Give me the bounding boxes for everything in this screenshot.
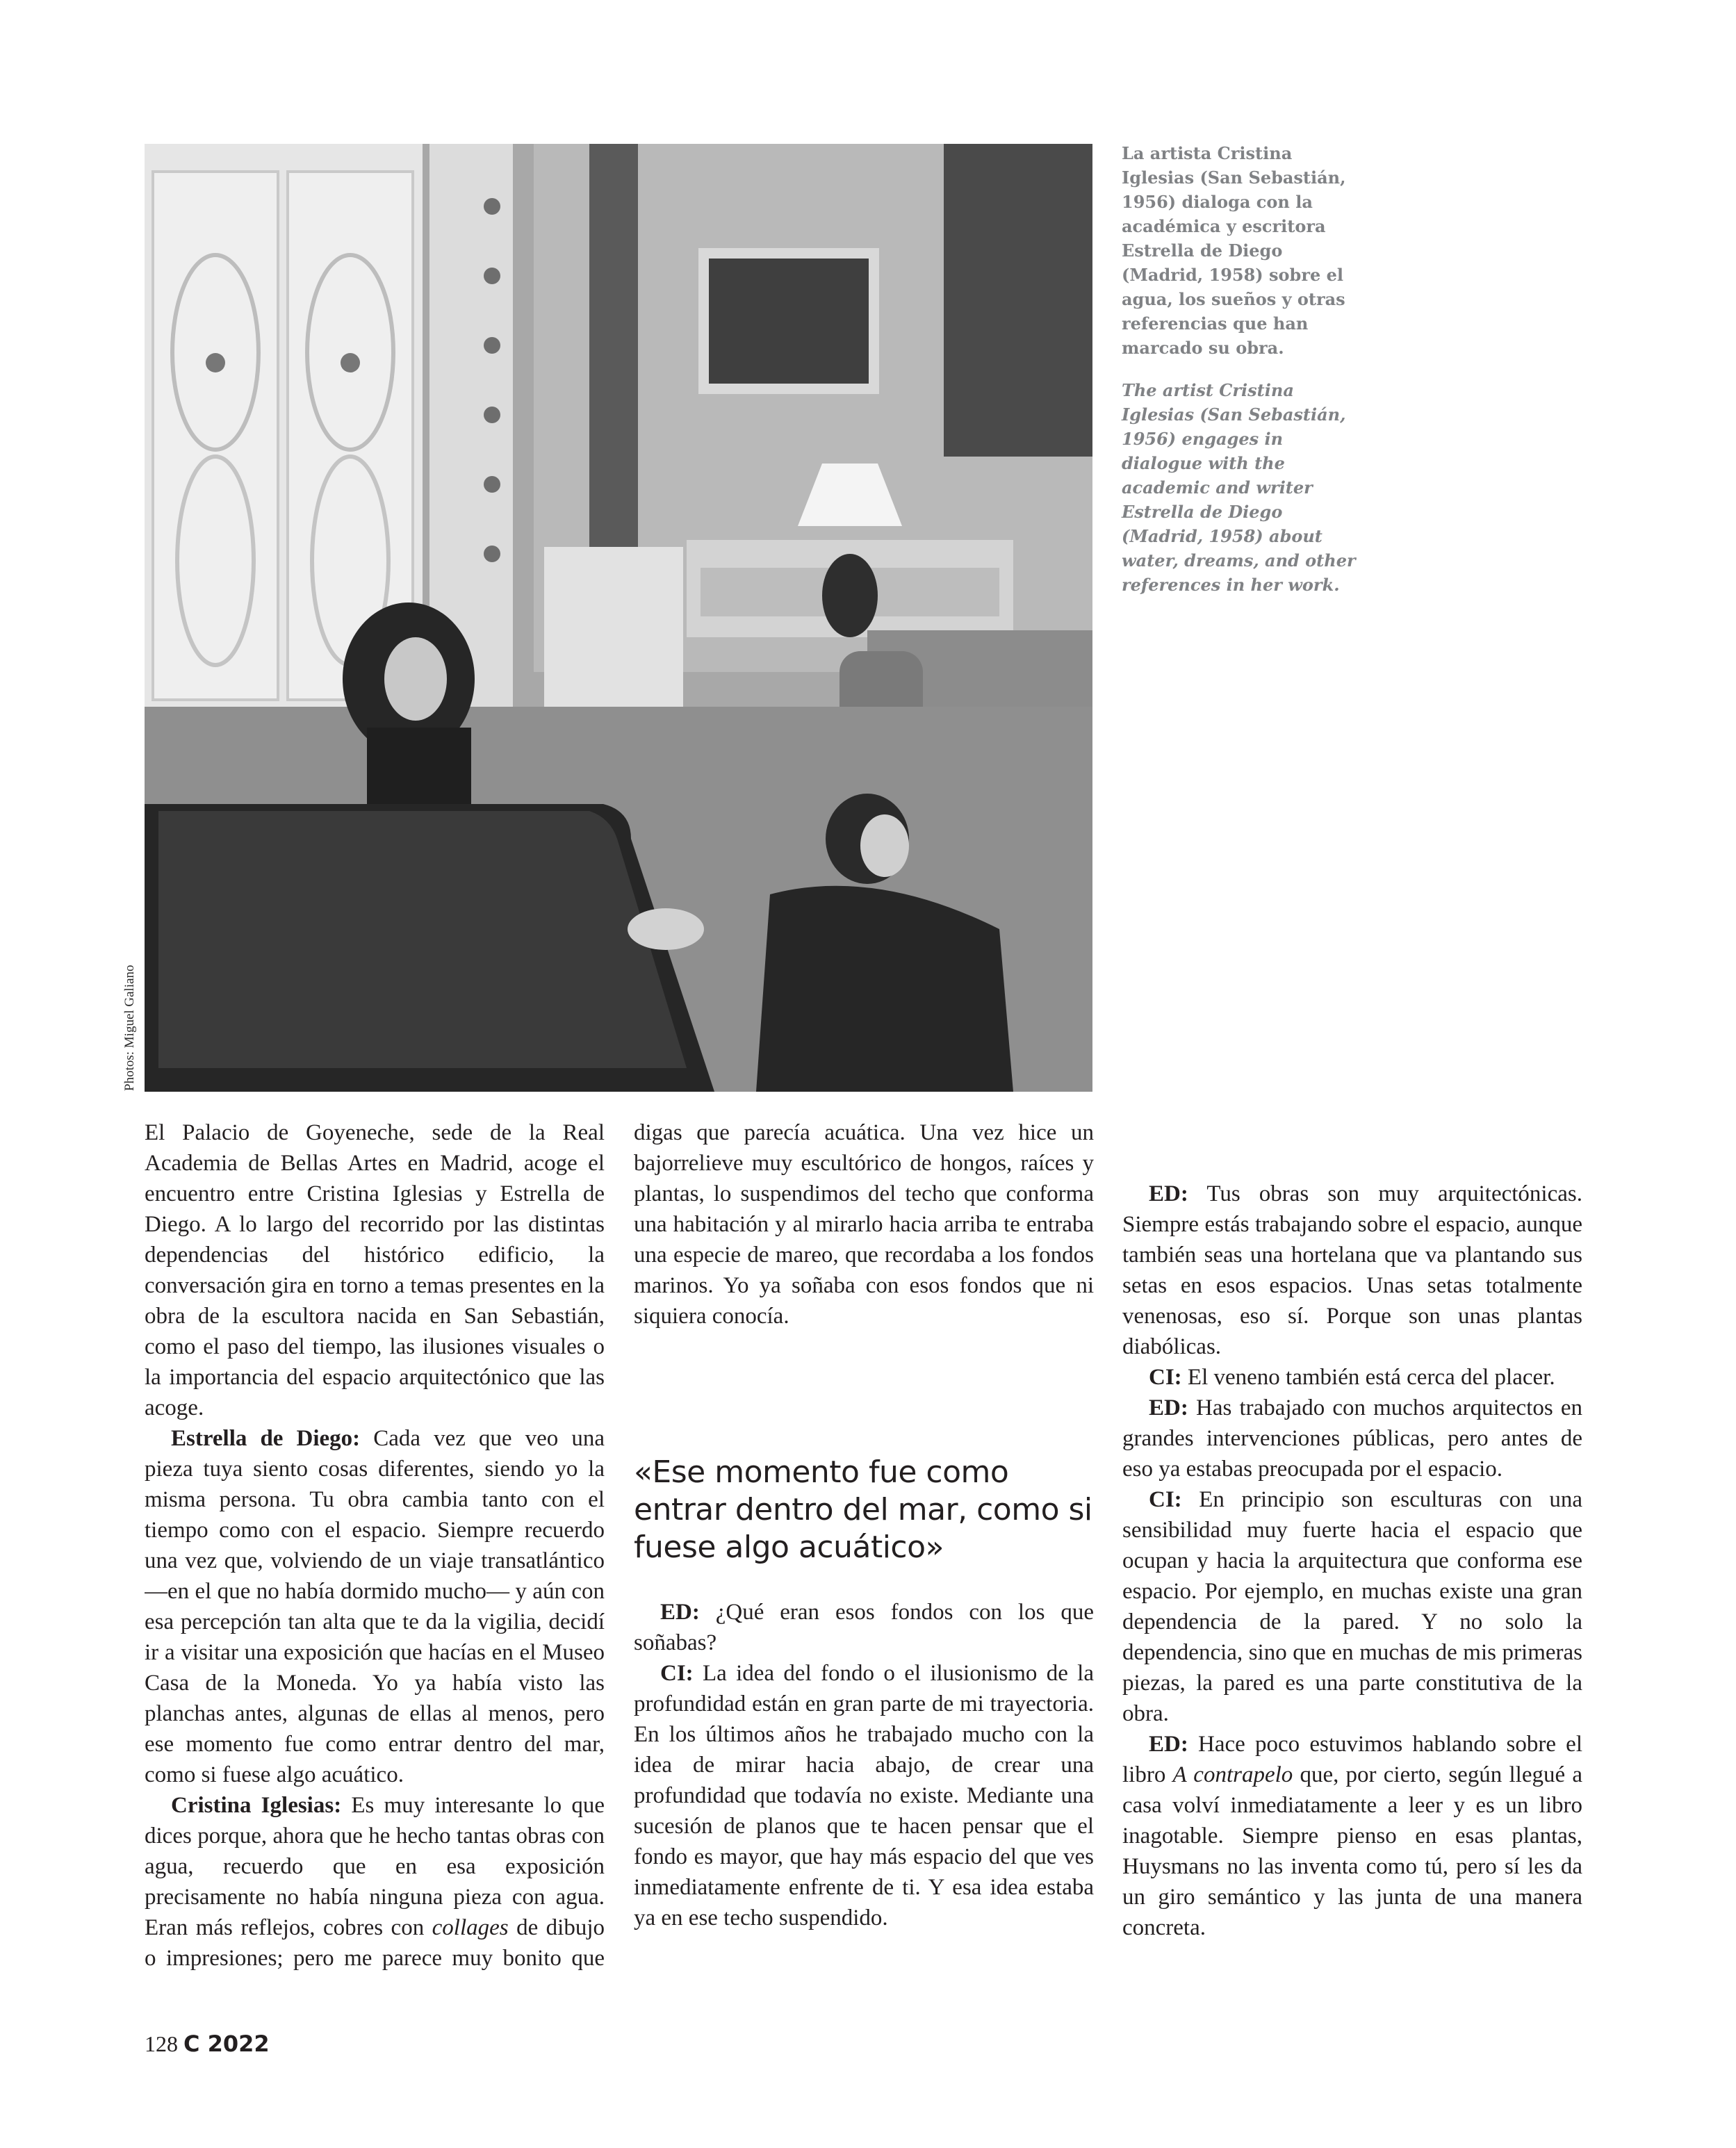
paragraph: ED: Hace poco estuvimos hablando sobre el libro A contrapelo que, por cierto, según llegué a casa volví inmediatamente a leer y es un libro inagotable. Siempre pienso en esas plantas, Huysmans no las inventa como tú, pero sí les da un giro semántico y las junta de una manera concreta. — [1122, 1732, 1582, 1940]
pull-quote: «Ese momento fue como entrar dentro del mar, como si fuese algo acuático» — [634, 1454, 1092, 1565]
speaker-label: CI: — [1149, 1365, 1182, 1390]
photo-credit: Photos: Miguel Galiano — [122, 965, 137, 1091]
caption-spanish: La artista Cristina Iglesias (San Sebastián, 1956) dialoga con la académica y escritora Estrella de Diego (Madrid, 1958) sobre el agua, los sueños y otras referencias que han marcado su obra. — [1122, 143, 1346, 358]
article-column-1 — [145, 1117, 605, 1974]
speaker-label: ED: — [660, 1600, 700, 1625]
paragraph: ED: Has trabajado con muchos arquitectos en grandes intervenciones públicas, pero antes de eso ya estabas preocupada por el espacio. — [1122, 1395, 1582, 1482]
paragraph: Estrella de Diego: Cada vez que veo una pieza tuya siento cosas diferentes, siendo yo la misma persona. Tu obra cambia tanto con el tiempo como con el espacio. Siempre recuerdo una vez que, volviendo de un viaje transatlántico —en el que no había dormido mucho— y aún con esa percepción tan alta que te da la vigilia, decidí ir a visitar una exposición que hacías en el Museo Casa de la Moneda. Yo ya había visto las planchas antes, algunas de ellas al menos, pero ese momento fue como entrar dentro del mar, como si fuese algo acuático. — [145, 1426, 605, 1787]
paragraph: Cristina Iglesias: Es muy interesante lo que dices porque, ahora que he hecho tantas obras con agua, recuerdo que en esa exposición precisamente no había ninguna pieza con agua. Eran más reflejos, cobres con collages de dibujo o impresiones; pero me parece muy bonito que — [145, 1793, 605, 1971]
continued-text: digas que parecía acuática. Una vez hice un bajorrelieve muy escultórico de hongos, raíces y plantas, lo suspendimos del techo que conforma una habitación y al mirarlo hacia arriba te entraba una especie de mareo, que recordaba a los fondos marinos. Yo ya soñaba con esos fondos que ni siquiera conocía. — [634, 1120, 1094, 1329]
paragraph: CI: En principio son esculturas con una sensibilidad muy fuerte hacia el espacio que ocupan y hacia la arquitectura que conforma ese espacio. Por ejemplo, en muchas existe una gran dependencia de la pared. Y no solo la dependencia, sino que en muchas de mis primeras piezas, la pared es una parte constitutiva de la obra. — [1122, 1487, 1582, 1726]
article-column-3 — [1122, 1117, 1582, 1974]
paragraph: ED: Tus obras son muy arquitectónicas. Siempre estás trabajando sobre el espacio, aunque también seas una hortelana que va plantando sus setas en esos espacios. Unas setas totalmente venenosas, eso sí. Porque son unas plantas diabólicas. — [1122, 1181, 1582, 1359]
photo-caption — [1122, 141, 1358, 597]
page-number: 128 — [145, 2031, 178, 2056]
column-continuation — [634, 1117, 1094, 1423]
article-photo — [145, 144, 1092, 1092]
paragraph: CI: El veneno también está cerca del placer. — [1149, 1365, 1555, 1390]
paragraph: CI: La idea del fondo o el ilusionismo de la profundidad están en gran parte de mi trayectoria. En los últimos años he trabajado mucho con la idea de mirar hacia abajo, de crear una profundidad que todavía no existe. Mediante una sucesión de planos que te hacen pensar que el fondo es mayor, que hay más espacio del que ves inmediatamente enfrente de ti. Y esa idea estaba ya en ese techo suspendido. — [634, 1661, 1094, 1930]
speaker-label: Estrella de Diego: — [171, 1426, 361, 1451]
caption-english: The artist Cristina Iglesias (San Sebastián, 1956) engages in dialogue with the academic and writer Estrella de Diego (Madrid, 1958) about water, dreams, and other references in her work. — [1122, 380, 1356, 595]
intro-paragraph: El Palacio de Goyeneche, sede de la Real Academia de Bellas Artes en Madrid, acoge el encuentro entre Cristina Iglesias y Estrella de Diego. A lo largo del recorrido por las distintas dependencias del histórico edificio, la conversación gira en torno a temas presentes en la obra de la escultora nacida en San Sebastián, como el paso del tiempo, las ilusiones visuales o la importancia del espacio arquitectónico que las acoge. — [145, 1120, 605, 1420]
speaker-label: CI: — [1149, 1487, 1182, 1512]
page-footer — [145, 2031, 270, 2057]
speaker-label: CI: — [660, 1661, 694, 1686]
column-continuation — [1122, 1117, 1582, 1179]
paragraph: ED: ¿Qué eran esos fondos con los que soñabas? — [634, 1600, 1094, 1655]
speaker-label: ED: — [1149, 1732, 1188, 1757]
speaker-label: ED: — [1149, 1181, 1188, 1206]
speaker-label: Cristina Iglesias: — [171, 1793, 342, 1818]
speaker-label: ED: — [1149, 1395, 1188, 1420]
magazine-name: C 2022 — [183, 2031, 270, 2057]
article-column-2 — [634, 1117, 1094, 1974]
